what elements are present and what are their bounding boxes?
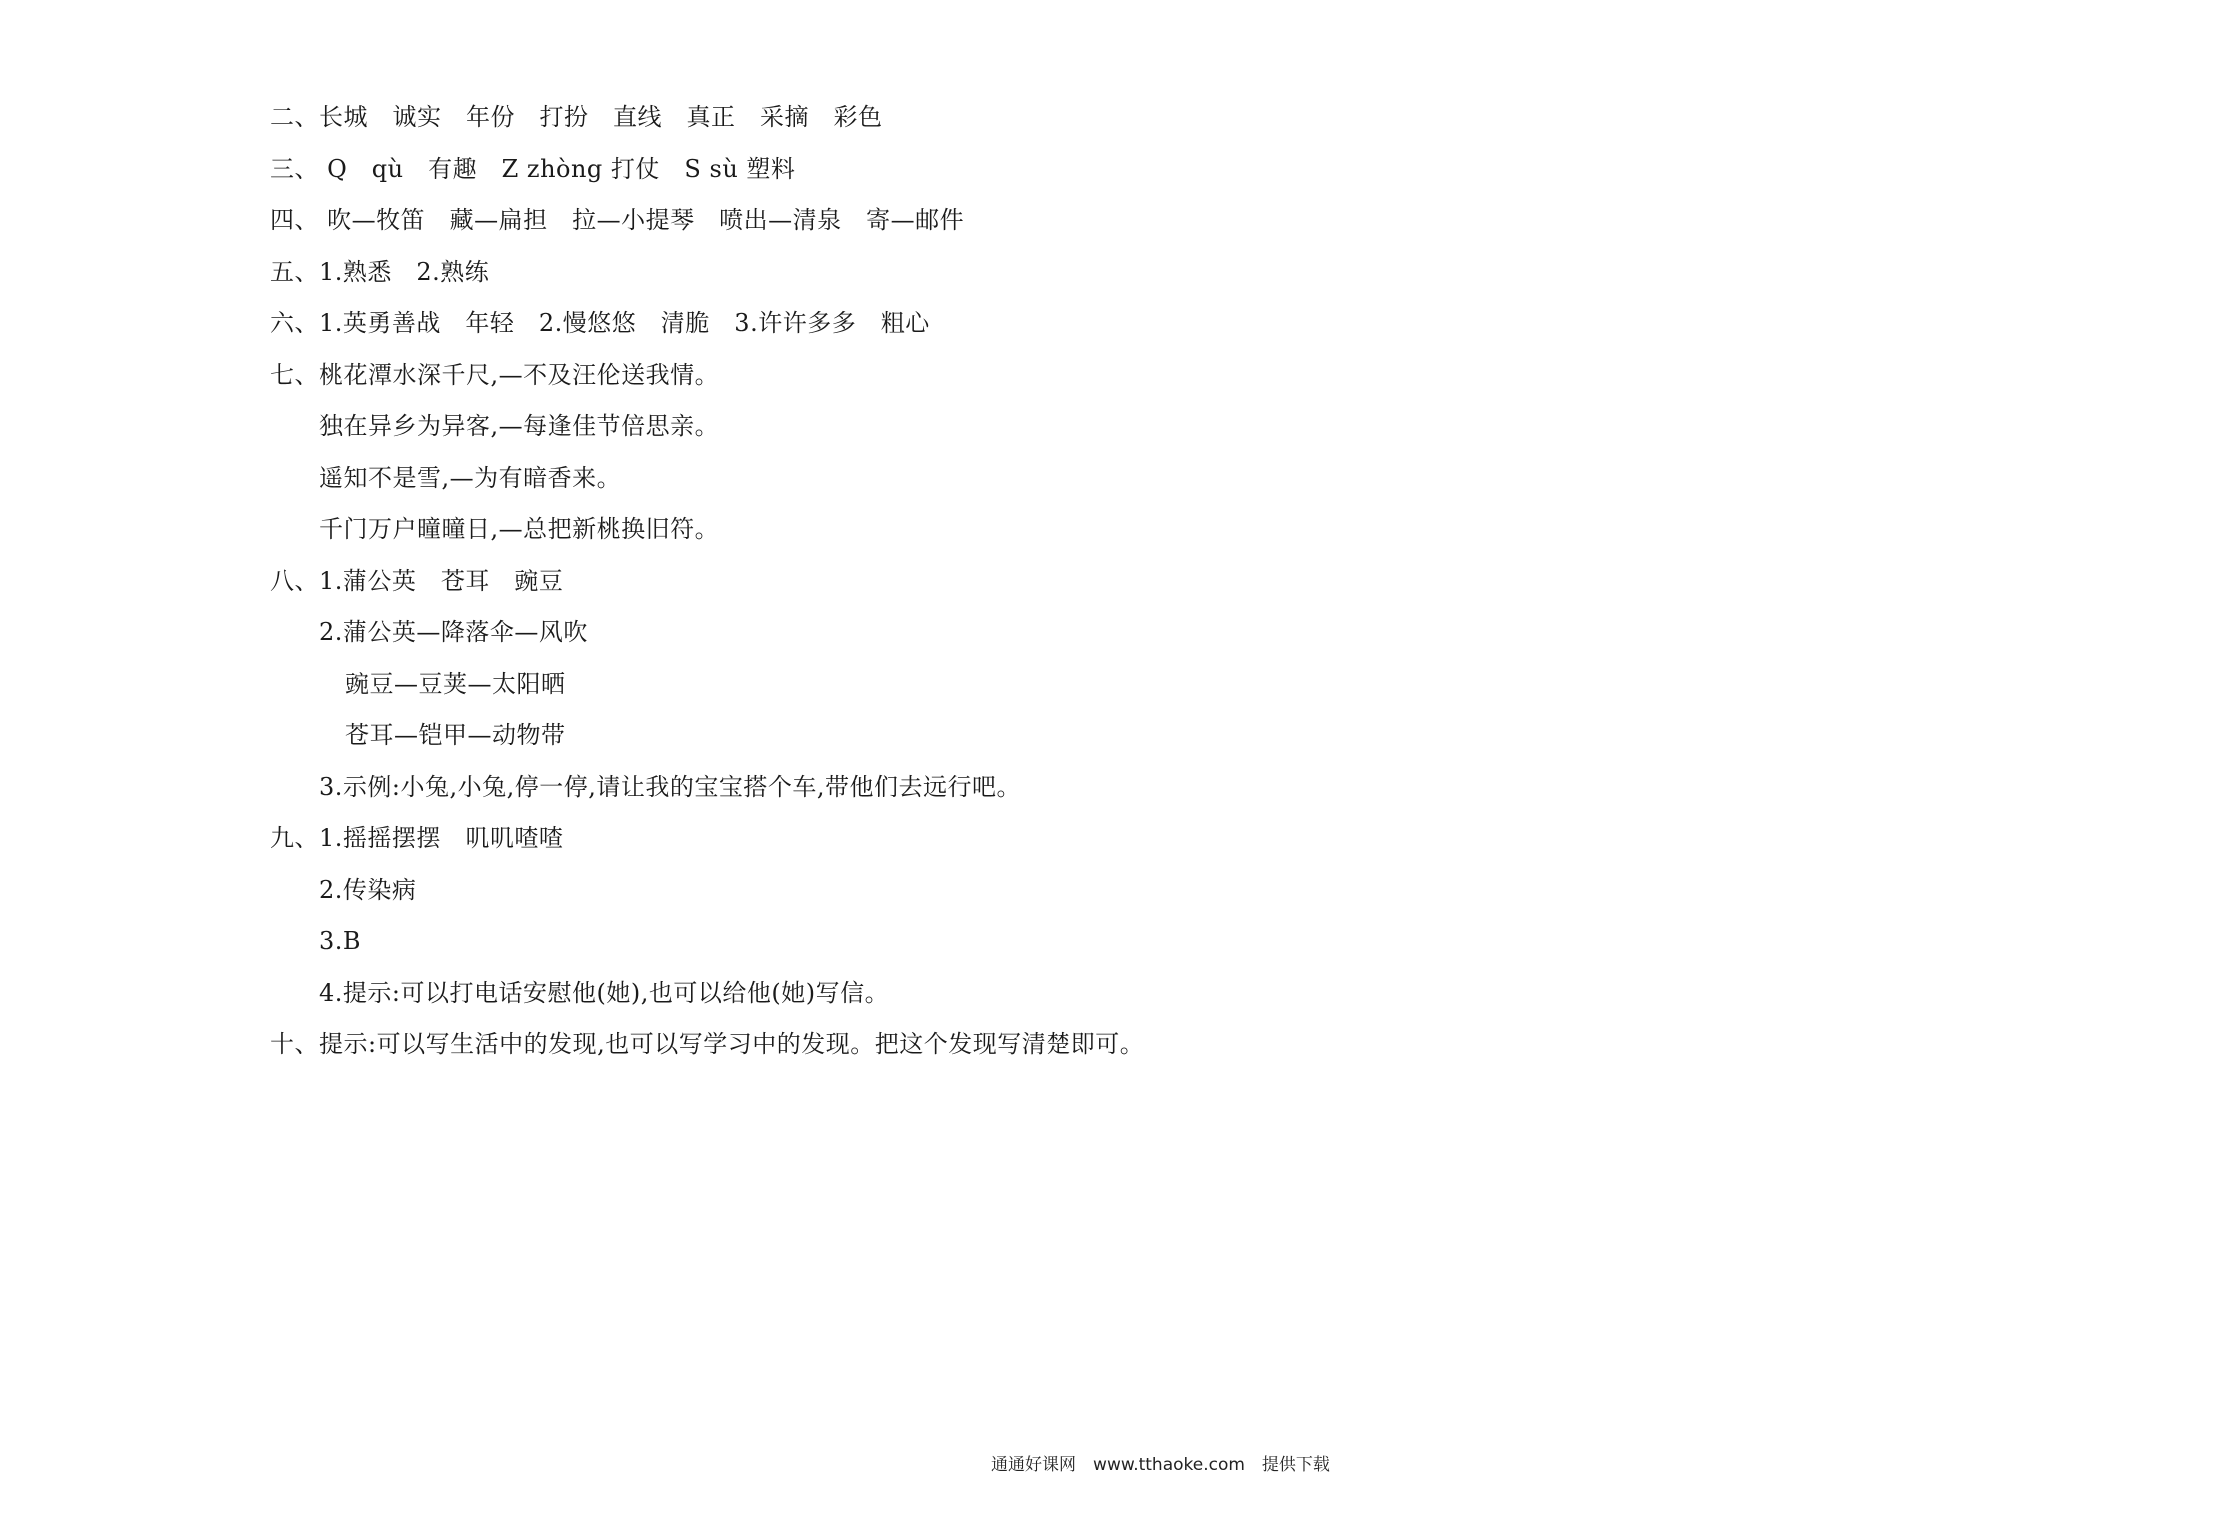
answer-line: 三、 Q qù 有趣 Z zhòng 打仗 S sù 塑料 xyxy=(270,154,796,183)
answer-line: 二、长城 诚实 年份 打扮 直线 真正 采摘 彩色 xyxy=(270,103,883,131)
answer-line: 十、提示:可以写生活中的发现,也可以写学习中的发现。把这个发现写清楚即可。 xyxy=(270,1030,1145,1058)
answer-line: 3.B xyxy=(319,927,362,955)
answer-line: 独在异乡为异客,—每逢佳节倍思亲。 xyxy=(319,412,720,440)
answer-line: 千门万户曈曈日,—总把新桃换旧符。 xyxy=(319,515,720,543)
answer-line: 八、1.蒲公英 苍耳 豌豆 xyxy=(270,566,564,595)
answer-list xyxy=(270,92,1770,1071)
footer-source-link[interactable]: 通通好课网 www.tthaoke.com 提供下载 xyxy=(991,1455,1330,1475)
answer-line: 六、1.英勇善战 年轻 2.慢悠悠 清脆 3.许许多多 粗心 xyxy=(270,309,930,337)
answer-line: 四、 吹—牧笛 藏—扁担 拉—小提琴 喷出—清泉 寄—邮件 xyxy=(270,206,965,234)
answer-line: 4.提示:可以打电话安慰他(她),也可以给他(她)写信。 xyxy=(319,978,890,1007)
answer-line: 五、1.熟悉 2.熟练 xyxy=(270,257,490,286)
answer-line: 3.示例:小兔,小兔,停一停,请让我的宝宝搭个车,带他们去远行吧。 xyxy=(319,772,1021,801)
answer-line: 遥知不是雪,—为有暗香来。 xyxy=(319,463,622,492)
answer-line: 九、1.摇摇摆摆 叽叽喳喳 xyxy=(270,824,564,852)
answer-line: 苍耳—铠甲—动物带 xyxy=(345,721,566,749)
answer-line: 2.传染病 xyxy=(319,875,417,904)
answer-line: 2.蒲公英—降落伞—风吹 xyxy=(319,618,588,646)
answer-line: 豌豆—豆荚—太阳晒 xyxy=(345,669,566,698)
answer-line: 七、桃花潭水深千尺,—不及汪伦送我情。 xyxy=(270,360,720,389)
